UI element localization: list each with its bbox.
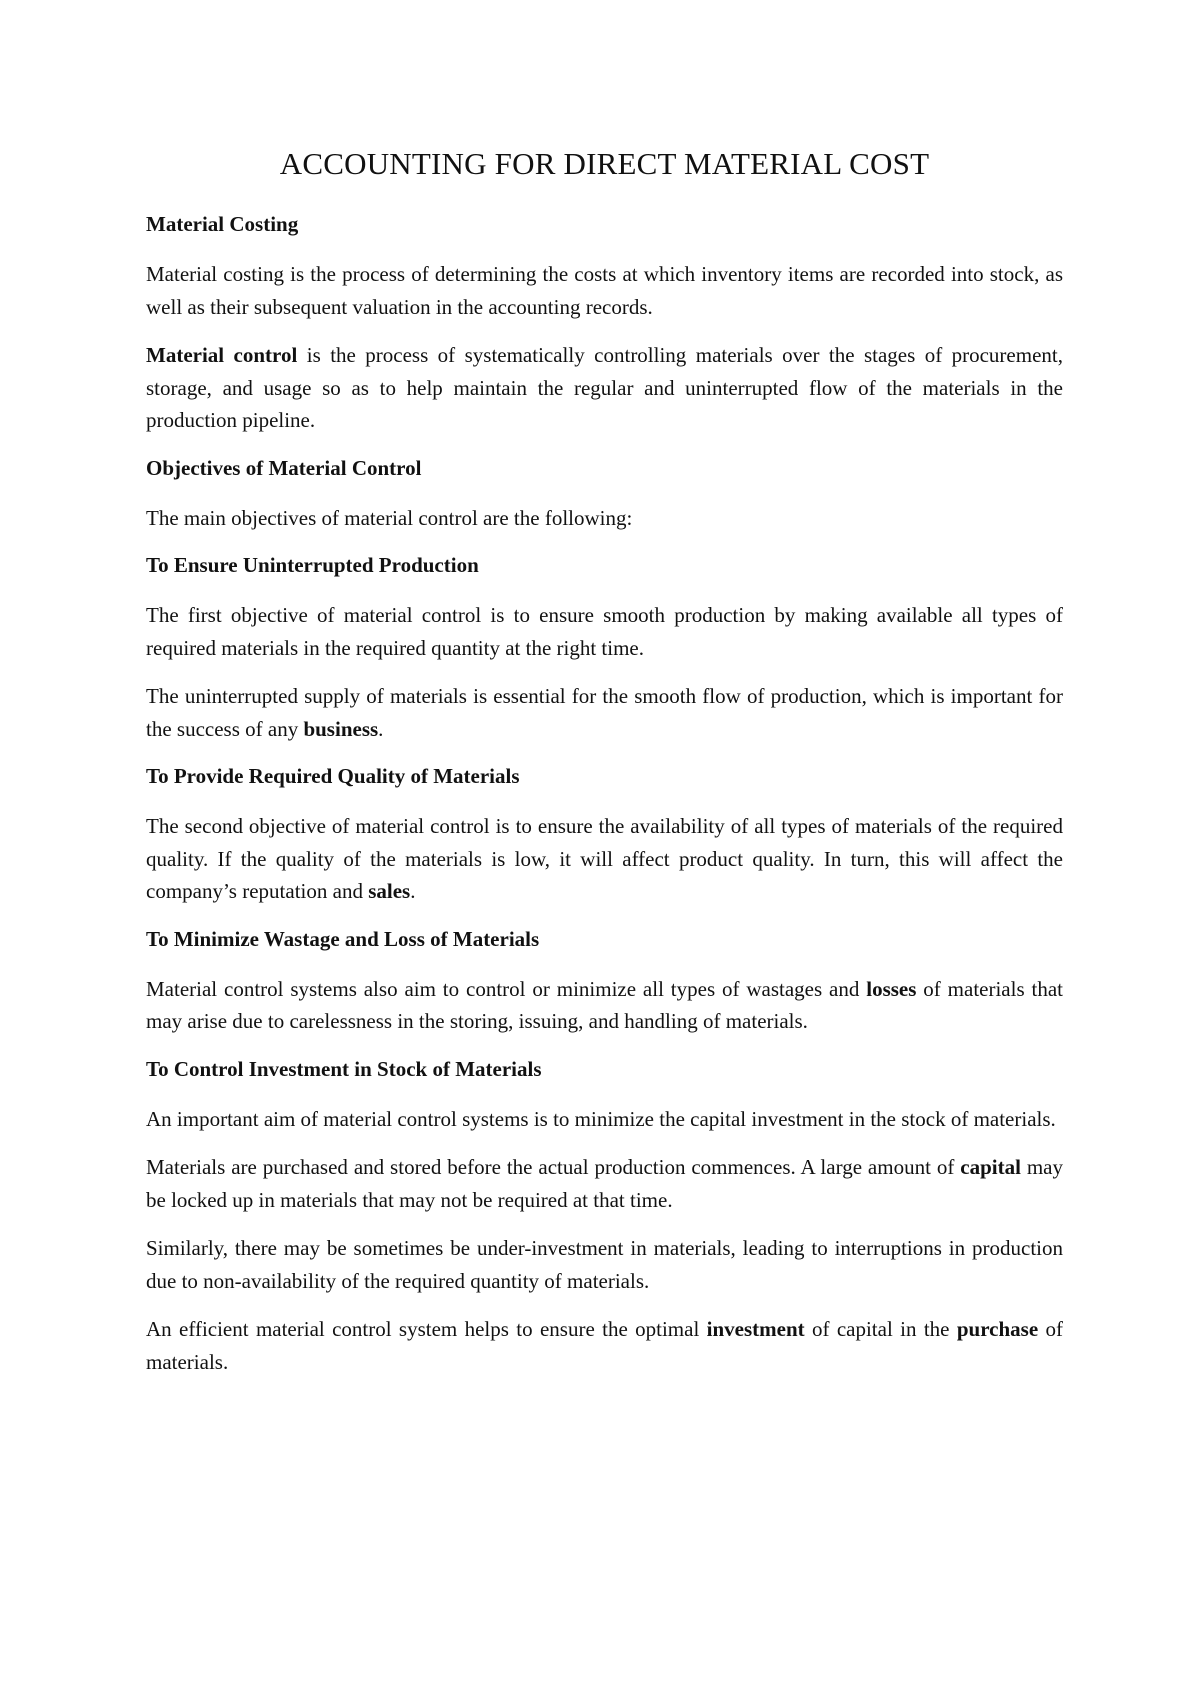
section-heading: Objectives of Material Control xyxy=(146,455,422,480)
bold-term: business xyxy=(303,716,379,741)
paragraph-text: The second objective of material control is to ensure the availability of all types of materials of the required quality. If the quality of the materials is low, it will affect product quality. In turn, this will affect the company’s reputation and xyxy=(146,814,1063,903)
section-heading: Material Costing xyxy=(146,212,299,236)
body-paragraph xyxy=(146,1103,1063,1136)
paragraph-text: Materials are purchased and stored before the actual production commences. A large amount of xyxy=(146,1155,961,1179)
paragraph-text: of materials. xyxy=(146,1317,1063,1374)
body-paragraph xyxy=(146,1232,1063,1297)
section-heading: To Control Investment in Stock of Materials xyxy=(146,1056,542,1081)
paragraph-text: The uninterrupted supply of materials is essential for the smooth flow of production, which is important for the success of any xyxy=(146,684,1063,741)
body-paragraph xyxy=(146,339,1063,437)
document-title: ACCOUNTING FOR DIRECT MATERIAL COST xyxy=(279,146,930,181)
paragraph-text: An important aim of material control systems is to minimize the capital investment in the stock of materials. xyxy=(146,1106,1056,1131)
paragraph-text: Similarly, there may be sometimes be under-investment in materials, leading to interruptions in production due to non-availability of the required quantity of materials. xyxy=(146,1236,1063,1293)
bold-term: losses xyxy=(866,976,917,1001)
document-body xyxy=(146,140,1063,1394)
paragraph-text: Material costing is the process of determining the costs at which inventory items are recorded into stock, as well as their subsequent valuation in the accounting records. xyxy=(146,262,1063,319)
paragraph-text: . xyxy=(378,716,384,741)
body-paragraph xyxy=(146,258,1063,323)
paragraph-text: The first objective of material control is to ensure smooth production by making available all types of required materials in the required quantity at the right time. xyxy=(146,603,1063,660)
body-paragraph xyxy=(146,810,1063,908)
body-paragraph xyxy=(146,680,1063,745)
document-sections xyxy=(146,209,1063,1378)
body-paragraph xyxy=(146,973,1063,1038)
paragraph-text: Material control systems also aim to control or minimize all types of wastages and xyxy=(146,976,867,1001)
bold-term: sales xyxy=(368,879,411,903)
bold-term: Material control xyxy=(146,343,298,367)
section-heading: To Minimize Wastage and Loss of Materials xyxy=(146,926,540,951)
paragraph-text: . xyxy=(410,879,416,903)
paragraph-text: is the process of systematically controlling materials over the stages of procurement, storage, and usage so as to help maintain the regular and uninterrupted flow of the materials in the production pipeline. xyxy=(146,343,1063,432)
body-paragraph xyxy=(146,1313,1063,1378)
paragraph-text: An efficient material control system helps to ensure the optimal xyxy=(146,1317,707,1341)
paragraph-text: The main objectives of material control are the following: xyxy=(146,505,633,530)
bold-term: capital xyxy=(960,1155,1021,1179)
section-heading: To Ensure Uninterrupted Production xyxy=(146,553,479,577)
paragraph-text: may be locked up in materials that may not be required at that time. xyxy=(146,1155,1063,1212)
paragraph-text: of materials that may arise due to carelessness in the storing, issuing, and handling of materials. xyxy=(146,976,1063,1033)
bold-term: investment xyxy=(706,1317,805,1341)
section-heading: To Provide Required Quality of Materials xyxy=(146,764,520,788)
body-paragraph xyxy=(146,1151,1063,1216)
paragraph-text: of capital in the xyxy=(804,1317,957,1341)
bold-term: purchase xyxy=(956,1317,1039,1341)
body-paragraph xyxy=(146,599,1063,664)
body-paragraph xyxy=(146,502,1063,535)
